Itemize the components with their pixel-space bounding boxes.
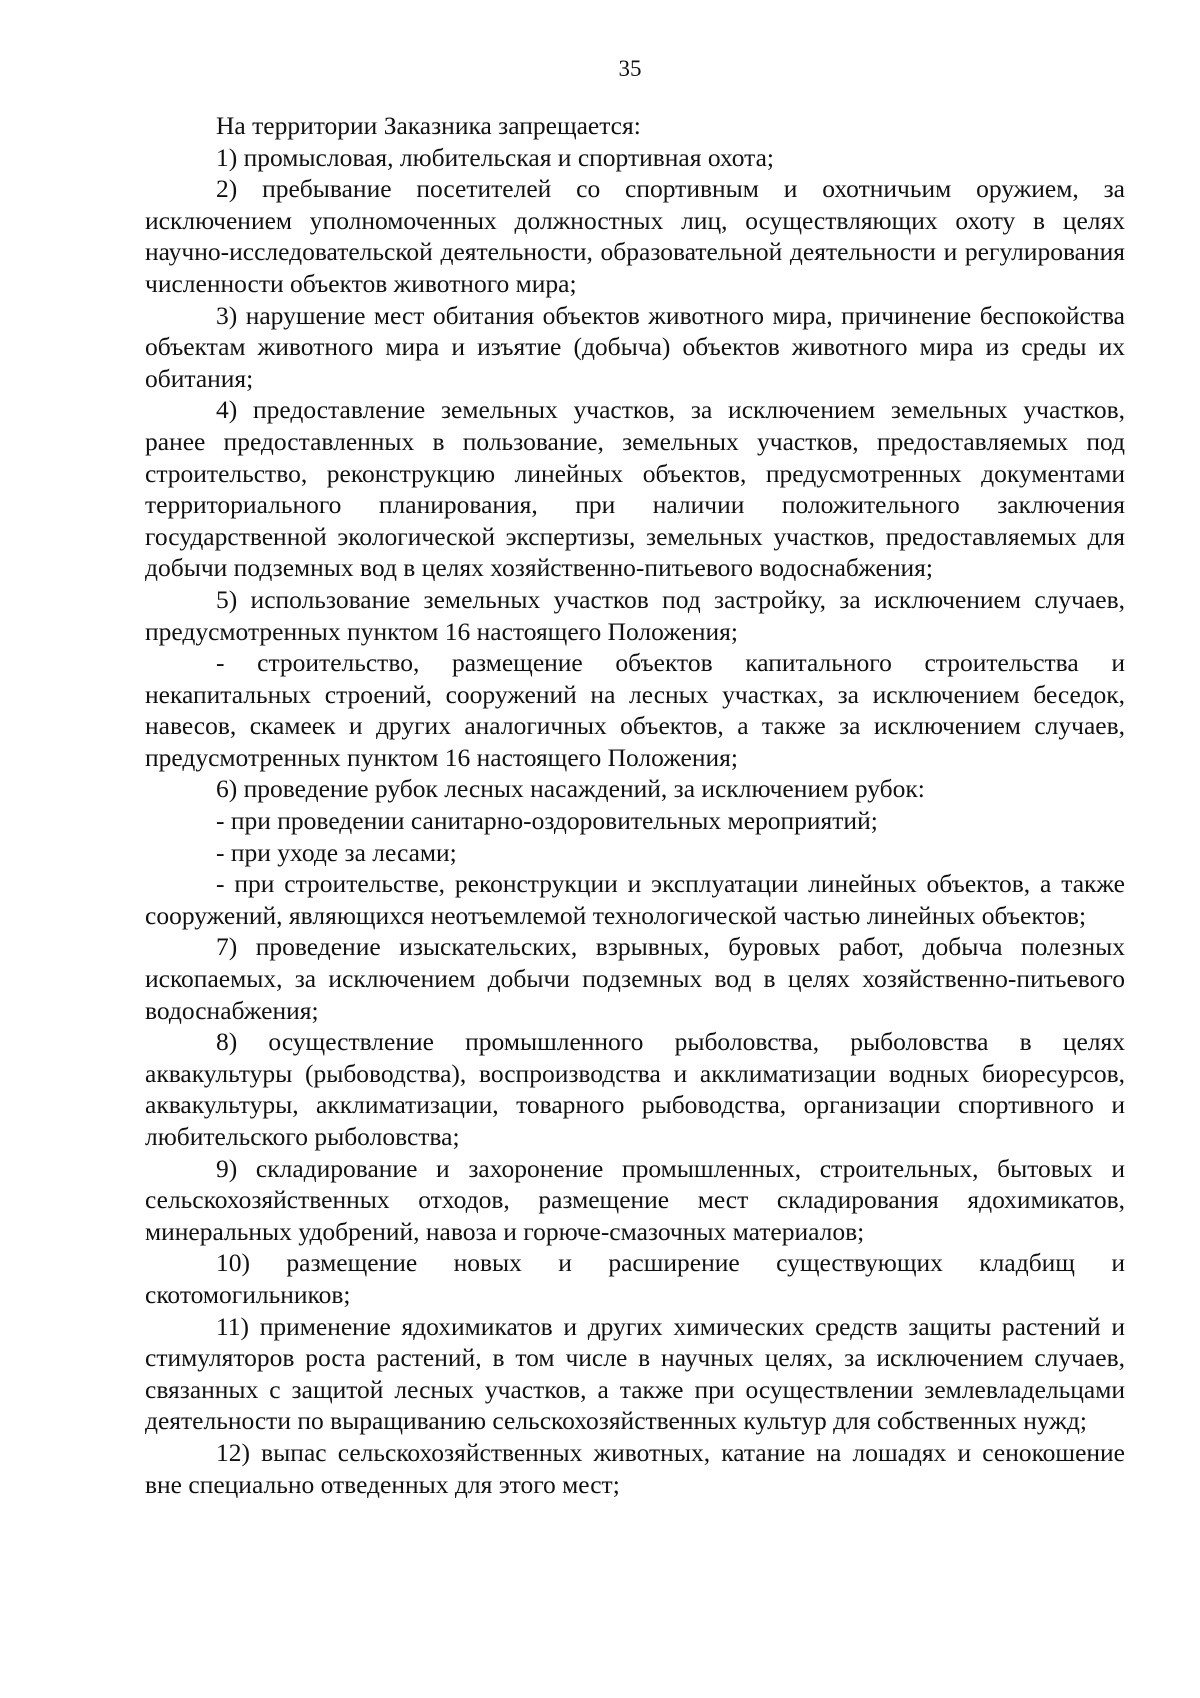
paragraph-item-3: 3) нарушение мест обитания объектов животного мира, причинение беспокойства объектам животного мира и изъятие (добыча) объектов животного мира из среды их обитания; <box>145 300 1125 393</box>
document-body <box>145 110 1125 1500</box>
paragraph-item-5: 5) использование земельных участков под застройку, за исключением случаев, предусмотренных пунктом 16 настоящего Положения; <box>145 584 1125 646</box>
paragraph-item-9: 9) складирование и захоронение промышленных, строительных, бытовых и сельскохозяйственных отходов, размещение мест складирования ядохимикатов, минеральных удобрений, навоза и горюче-смазочных материалов; <box>145 1153 1125 1246</box>
page-number: 35 <box>618 56 642 81</box>
paragraph-item-2: 2) пребывание посетителей со спортивным и охотничьим оружием, за исключением уполномоченных должностных лиц, осуществляющих охоту в целях научно-исследовательской деятельности, образовательной деятельности и регулирования численности объектов животного мира; <box>145 174 1125 298</box>
paragraph-item-8: 8) осуществление промышленного рыболовства, рыболовства в целях аквакультуры (рыбоводства), воспроизводства и акклиматизации водных биоресурсов, аквакультуры, акклиматизации, товарного рыбоводства, организации спортивного и любительского рыболовства; <box>145 1027 1125 1151</box>
paragraph-item-11: 11) применение ядохимикатов и других химических средств защиты растений и стимуляторов роста растений, в том числе в научных целях, за исключением случаев, связанных с защитой лесных участков, а также при осуществлении землевладельцами деятельности по выращиванию сельскохозяйственных культур для собственных нужд; <box>145 1311 1125 1436</box>
paragraph-item-6-subitem-1: - при проведении санитарно-оздоровительных мероприятий; <box>216 806 878 836</box>
paragraph-item-7: 7) проведение изыскательских, взрывных, буровых работ, добыча полезных ископаемых, за исключением добычи подземных вод в целях хозяйственно-питьевого водоснабжения; <box>145 932 1125 1025</box>
paragraph-item-6-subitem-3: - при строительстве, реконструкции и эксплуатации линейных объектов, а также сооружений, являющихся неотъемлемой технологической частью линейных объектов; <box>145 869 1125 930</box>
paragraph-item-5-subitem: - строительство, размещение объектов капитального строительства и некапитальных строений, сооружений на лесных участках, за исключением беседок, навесов, скамеек и других аналогичных объектов, а также за исключением случаев, предусмотренных пунктом 16 настоящего Положения; <box>145 648 1125 772</box>
paragraph-item-1: 1) промысловая, любительская и спортивная охота; <box>216 142 775 172</box>
paragraph-item-6-subitem-2: - при уходе за лесами; <box>216 837 457 867</box>
paragraph-item-6: 6) проведение рубок лесных насаждений, за исключением рубок: <box>216 774 925 804</box>
paragraph-item-12: 12) выпас сельскохозяйственных животных, катание на лошадях и сенокошение вне специально отведенных для этого мест; <box>145 1437 1125 1499</box>
paragraph-item-10: 10) размещение новых и расширение существующих кладбищ и скотомогильников; <box>145 1248 1125 1309</box>
paragraph-item-4: 4) предоставление земельных участков, за исключением земельных участков, ранее предоставленных в пользование, земельных участков, предоставляемых под строительство, реконструкцию линейных объектов, предусмотренных документами территориального планирования, при наличии положительного заключения государственной экологической экспертизы, земельных участков, предоставляемых для добычи подземных вод в целях хозяйственно-питьевого водоснабжения; <box>145 395 1125 583</box>
paragraph-intro: На территории Заказника запрещается: <box>216 111 641 140</box>
